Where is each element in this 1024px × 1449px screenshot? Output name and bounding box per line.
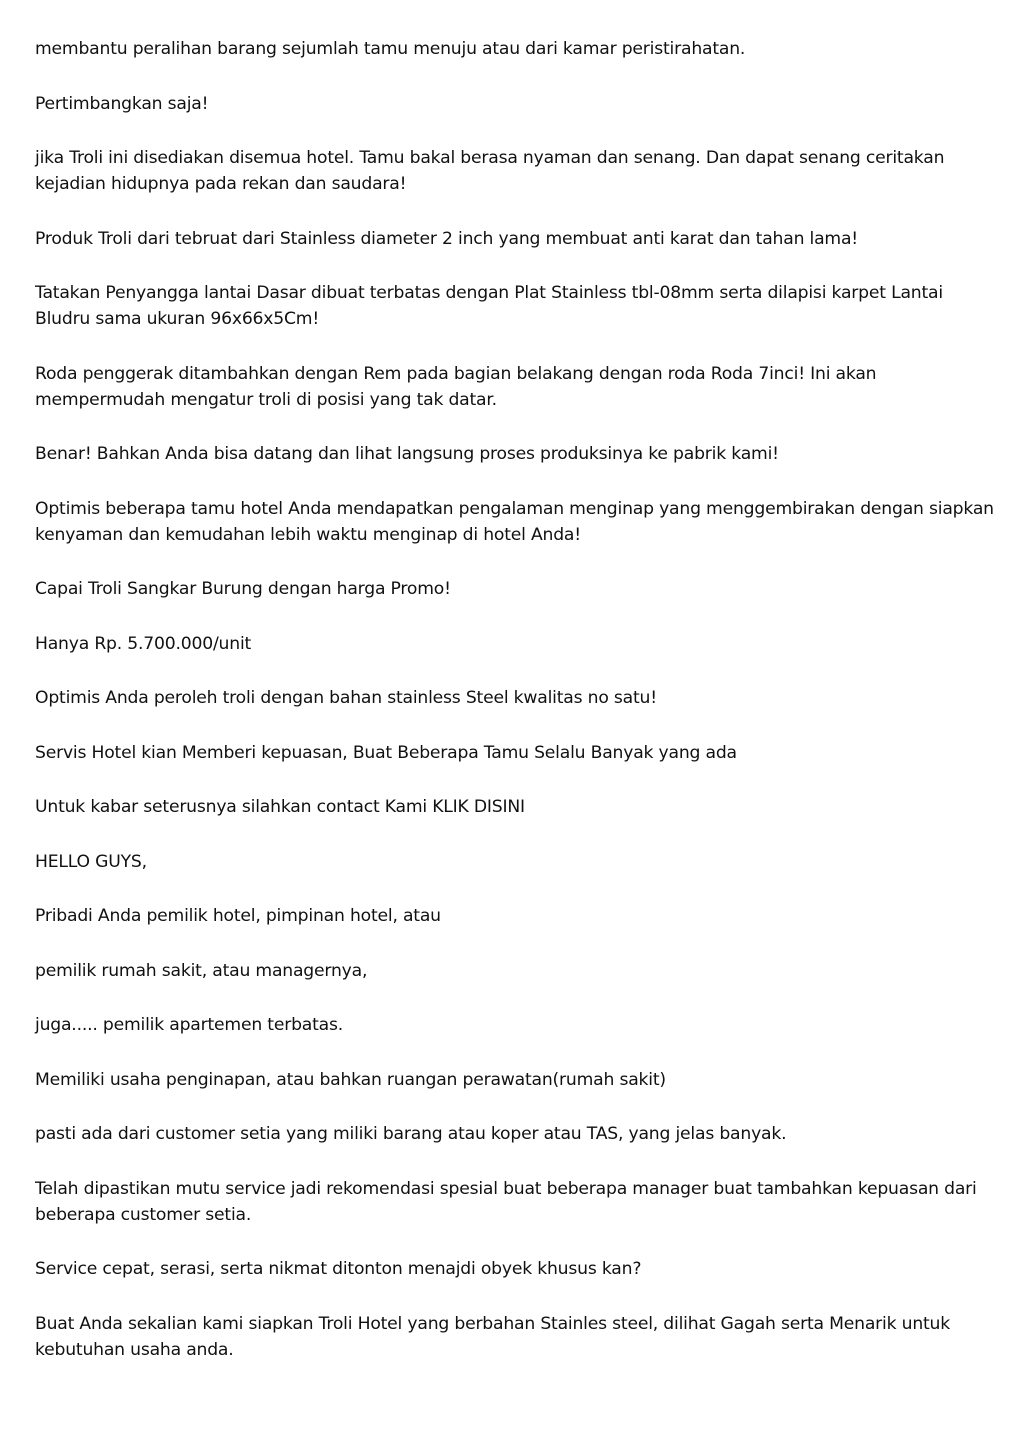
paragraph-hotel-owner: Pribadi Anda pemilik hotel, pimpinan hotel, atau <box>35 906 441 926</box>
paragraph-guest-experience: Optimis beberapa tamu hotel Anda mendapatkan pengalaman menginap yang menggembirakan dengan siapkan kenyaman dan kemudahan lebih waktu menginap di hotel Anda! <box>35 498 994 545</box>
paragraph-wheels: Roda penggerak ditambahkan dengan Rem pada bagian belakang dengan roda Roda 7inci! Ini akan mempermudah mengatur troli di posisi yang tak datar. <box>35 363 877 410</box>
paragraph-stainless-product: Produk Troli dari tebruat dari Stainless diameter 2 inch yang membuat anti karat dan tahan lama! <box>35 228 858 249</box>
paragraph-fast-service: Service cepat, serasi, serta nikmat ditonton menajdi obyek khusus kan? <box>35 1259 642 1279</box>
paragraph-price: Hanya Rp. 5.700.000/unit <box>35 633 252 654</box>
document-body <box>35 36 995 1391</box>
paragraph-lodging-business: Memiliki usaha penginapan, atau bahkan ruangan perawatan(rumah sakit) <box>35 1069 666 1090</box>
paragraph-offer: Buat Anda sekalian kami siapkan Troli Hotel yang berbahan Stainles steel, dilihat Gagah serta Menarik untuk kebutuhan usaha anda. <box>35 1313 950 1360</box>
paragraph-trolley-in-hotels: jika Troli ini disediakan disemua hotel. Tamu bakal berasa nyaman dan senang. Dan dapat senang ceritakan kejadian hidupnya pada rekan dan saudara! <box>35 148 945 194</box>
paragraph-service-quality: Telah dipastikan mutu service jadi rekomendasi spesial buat beberapa manager buat tambahkan kepuasan dari beberapa customer setia. <box>35 1178 977 1225</box>
paragraph-consider: Pertimbangkan saja! <box>35 93 209 114</box>
paragraph-contact: Untuk kabar seterusnya silahkan contact Kami KLIK DISINI <box>35 797 525 817</box>
paragraph-transfer-goods: membantu peralihan barang sejumlah tamu menuju atau dari kamar peristirahatan. <box>35 39 746 59</box>
paragraph-quality: Optimis Anda peroleh troli dengan bahan stainless Steel kwalitas no satu! <box>35 688 657 708</box>
paragraph-hotel-service: Servis Hotel kian Memberi kepuasan, Buat Beberapa Tamu Selalu Banyak yang ada <box>35 742 737 763</box>
paragraph-loyal-customers: pasti ada dari customer setia yang miliki barang atau koper atau TAS, yang jelas banyak. <box>35 1124 787 1144</box>
paragraph-factory-visit: Benar! Bahkan Anda bisa datang dan lihat langsung proses produksinya ke pabrik kami! <box>35 444 779 464</box>
paragraph-greeting: HELLO GUYS, <box>35 851 147 872</box>
paragraph-apartment-owner: juga..... pemilik apartemen terbatas. <box>35 1015 344 1035</box>
paragraph-hospital-owner: pemilik rumah sakit, atau managernya, <box>35 960 368 981</box>
paragraph-base-plate: Tatakan Penyangga lantai Dasar dibuat terbatas dengan Plat Stainless tbl-08mm serta dilapisi karpet Lantai Bludru sama ukuran 96x66x5Cm! <box>35 283 943 329</box>
paragraph-promo: Capai Troli Sangkar Burung dengan harga Promo! <box>35 579 451 599</box>
